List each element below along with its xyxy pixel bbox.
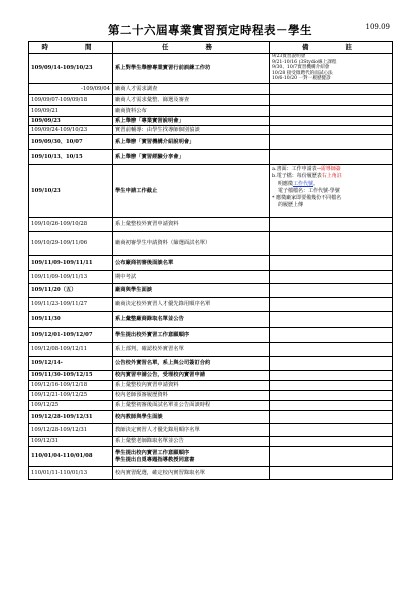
row-date: 109/12/21-109/12/25 [29, 391, 113, 401]
row-date: 109/09/07-109/09/18 [29, 95, 113, 106]
row-task [113, 165, 270, 218]
row-note [270, 357, 393, 371]
note-line [272, 188, 390, 195]
row-task [113, 411, 270, 424]
schedule-body [29, 54, 393, 480]
row-task-text: 學生申請工作截止 [115, 187, 158, 194]
row-date: 109/11/20（五） [29, 284, 113, 298]
table-row [29, 391, 393, 401]
note-segment: a.書面：工作申請表 [272, 166, 317, 172]
row-task [113, 126, 270, 135]
row-task-text: 公告校外實習名單，系上與公司簽訂合約 [115, 360, 211, 367]
row-task [113, 391, 270, 401]
row-note [270, 165, 393, 218]
note-line: 9/30、10/7實習機構介紹會 [272, 65, 330, 70]
row-task [113, 357, 270, 371]
column-header-note: 備 註 [270, 42, 393, 54]
note-segment: 電子檔檔名：工作代號-學號 [278, 187, 340, 194]
row-task [113, 312, 270, 328]
row-note [270, 284, 393, 298]
row-task-text: 系上舉辦「實習機構介紹說明會」 [115, 138, 195, 145]
table-row [29, 135, 393, 150]
row-date: 109/12/08-109/12/11 [29, 343, 113, 357]
row-task [113, 437, 270, 447]
row-date: 109/12/28-109/12/31 [29, 424, 113, 437]
row-task [113, 117, 270, 126]
row-task-text: 廠商決定校外實習人才優先錄用順序名單 [115, 301, 211, 308]
note-line [272, 173, 390, 180]
row-note [270, 135, 393, 150]
row-date: 109/10/29-109/11/06 [29, 232, 113, 256]
row-task [113, 284, 270, 298]
row-date: 109/11/09-109/11/11 [29, 256, 113, 271]
table-row [29, 381, 393, 391]
column-header-task: 任 務 [113, 42, 270, 54]
header-row [29, 42, 393, 54]
row-note [270, 401, 393, 411]
row-note [270, 424, 393, 437]
row-task [113, 298, 270, 312]
row-note [270, 437, 393, 447]
table-row [29, 54, 393, 84]
row-task-text: 系上彙整老師錄取名單並公告 [115, 438, 184, 445]
row-task-text: 系上彙整校外實習申請資料 [115, 221, 179, 228]
row-task [113, 135, 270, 150]
row-date: -109/09/04 [29, 84, 113, 95]
table-row [29, 312, 393, 328]
row-task-text: 系上彙整廠商錄取名單並公告 [115, 316, 184, 323]
row-task-text: 學生提出校內實習工作意願順序 [115, 450, 190, 457]
row-date: 110/01/11-110/01/13 [29, 467, 113, 480]
table-row [29, 411, 393, 424]
row-task [113, 271, 270, 284]
note-line: 10/6-10/20 一對一履歷健診 [272, 76, 331, 81]
row-task-text: 廠商與學生面談 [115, 287, 153, 294]
note-segment: 的履歷上傳 [278, 202, 304, 209]
row-note [270, 271, 393, 284]
row-date: 109/12/28-109/12/31 [29, 411, 113, 424]
note-segment: 。 [313, 180, 319, 187]
note-line: 10/28 接受徵聘代的面試心法 [272, 70, 333, 76]
row-task [113, 381, 270, 391]
row-note [270, 467, 393, 480]
row-task [113, 401, 270, 411]
row-note [270, 218, 393, 232]
row-task [113, 54, 270, 84]
table-row [29, 328, 393, 343]
row-task [113, 447, 270, 467]
row-task [113, 232, 270, 256]
row-task-text: 校內老師預審履歷資料 [115, 392, 168, 399]
table-row [29, 447, 393, 467]
row-date: 109/10/13、10/15 [29, 150, 113, 165]
row-task-text: 校內實習配選，確定校內實習錄取名單 [115, 469, 206, 476]
note-segment: 需導師簽 [320, 166, 341, 172]
row-task [113, 106, 270, 117]
table-row [29, 232, 393, 256]
note-segment: b.電子檔：每份履歷表 [272, 173, 322, 180]
row-date: 109/12/31 [29, 437, 113, 447]
row-note [270, 106, 393, 117]
table-row [29, 467, 393, 480]
row-task-text: 系上彙整校內實習申請資料 [115, 382, 179, 389]
note-segment: 工作代號 [293, 180, 314, 187]
row-date: 109/09/21 [29, 106, 113, 117]
row-note [270, 312, 393, 328]
table-row [29, 271, 393, 284]
row-task [113, 150, 270, 165]
row-task-text: 校內實習申請公告，受理校內實習申請 [115, 372, 206, 379]
note-segment: * 應徵廠家即要備幾份不同檔名 [272, 195, 342, 201]
row-date: 109/10/23 [29, 165, 113, 218]
row-note [270, 371, 393, 381]
table-row [29, 218, 393, 232]
row-date: 109/09/30、10/07 [29, 135, 113, 150]
row-note [270, 343, 393, 357]
row-task-text: 廠商初審學生申請資料（篩選面試名單） [115, 240, 211, 247]
note-segment: → [316, 166, 321, 172]
row-task [113, 371, 270, 381]
row-date: 109/11/09-109/11/13 [29, 271, 113, 284]
row-task-text: 廠商人才需求調查 [115, 85, 158, 92]
note-segment: 明應徵 [278, 180, 294, 187]
table-row [29, 117, 393, 126]
table-row [29, 256, 393, 271]
row-date: 109/11/30-109/12/15 [29, 371, 113, 381]
table-row [29, 150, 393, 165]
table-row [29, 84, 393, 95]
note-line: 9/21-10/16 (3Stydio線上課程 [272, 59, 337, 65]
row-date: 109/09/24-109/10/23 [29, 126, 113, 135]
row-date: 109/12/25 [29, 401, 113, 411]
row-task [113, 467, 270, 480]
row-date: 109/12/14- [29, 357, 113, 371]
row-task-text: 實習前輔導：由學生找導師個別協談 [115, 126, 200, 133]
table-row [29, 298, 393, 312]
row-note [270, 298, 393, 312]
table-row [29, 284, 393, 298]
row-task-text: 學生提出校外實習工作意願順序 [115, 331, 190, 338]
table-row [29, 424, 393, 437]
page-title: 第二十六屆專業實習預定時程表－學生 [108, 23, 312, 37]
row-task [113, 424, 270, 437]
row-date: 109/12/16-109/12/18 [29, 381, 113, 391]
row-date: 109/09/14-109/10/23 [29, 54, 113, 84]
row-task-text: 廠商人才需求彙整、篩選及審查 [115, 96, 190, 103]
row-note [270, 447, 393, 467]
row-task-text: 系上舉辦「實習經驗分享會」 [115, 153, 184, 160]
row-note [270, 232, 393, 256]
row-date: 109/11/23-109/11/27 [29, 298, 113, 312]
row-task-text: 廠商資料公布 [115, 107, 147, 114]
row-task-text: 教師決定實習人才優先錄用順序名單 [115, 426, 200, 433]
row-note [270, 126, 393, 135]
row-note [270, 150, 393, 165]
row-task-text: 系上彙整初審後面試名單並公告面談時程 [115, 402, 211, 409]
row-task [113, 218, 270, 232]
row-note [270, 391, 393, 401]
note-line: 9/23實習說明會 [272, 54, 306, 59]
row-task-text: 公布廠商初審後面談名單 [115, 259, 174, 266]
row-task-text: 校內教師與學生面談 [115, 413, 163, 420]
row-note [270, 381, 393, 391]
row-note [270, 84, 393, 95]
table-row [29, 126, 393, 135]
table-row [29, 106, 393, 117]
table-row [29, 165, 393, 218]
row-date: 109/12/01-109/12/07 [29, 328, 113, 343]
row-note [270, 411, 393, 424]
row-task [113, 343, 270, 357]
table-row [29, 437, 393, 447]
title-date: 109.09 [365, 23, 390, 31]
title-row [30, 22, 390, 38]
row-task [113, 84, 270, 95]
row-note [270, 256, 393, 271]
row-date: 109/10/26-109/10/28 [29, 218, 113, 232]
column-header-time: 時 間 [29, 42, 113, 54]
row-note [270, 95, 393, 106]
row-note [270, 328, 393, 343]
row-date: 110/01/04-110/01/08 [29, 447, 113, 467]
row-task [113, 256, 270, 271]
table-row [29, 343, 393, 357]
row-note [270, 117, 393, 126]
note-line [272, 202, 390, 209]
note-segment: 右上角註 [321, 173, 342, 180]
row-task-text-2: 學生提出自覓專題指導教授同意書 [115, 456, 195, 463]
table-row [29, 401, 393, 411]
row-task [113, 328, 270, 343]
note-line [272, 181, 390, 188]
row-note [270, 54, 393, 84]
table-row [29, 371, 393, 381]
table-row [29, 357, 393, 371]
row-date: 109/09/23 [29, 117, 113, 126]
row-date: 109/11/30 [29, 312, 113, 328]
row-task-text: 系上舉辦「專業實習說明會」 [115, 117, 184, 124]
row-task-text: 系上部判，確認校外實習名單 [115, 346, 184, 353]
schedule-table [28, 41, 393, 480]
row-task-text: 系上對學生舉辦專業實習行前訓練工作坊 [115, 65, 211, 72]
table-row [29, 95, 393, 106]
row-task-text: 期中考試 [115, 273, 137, 280]
row-task [113, 95, 270, 106]
